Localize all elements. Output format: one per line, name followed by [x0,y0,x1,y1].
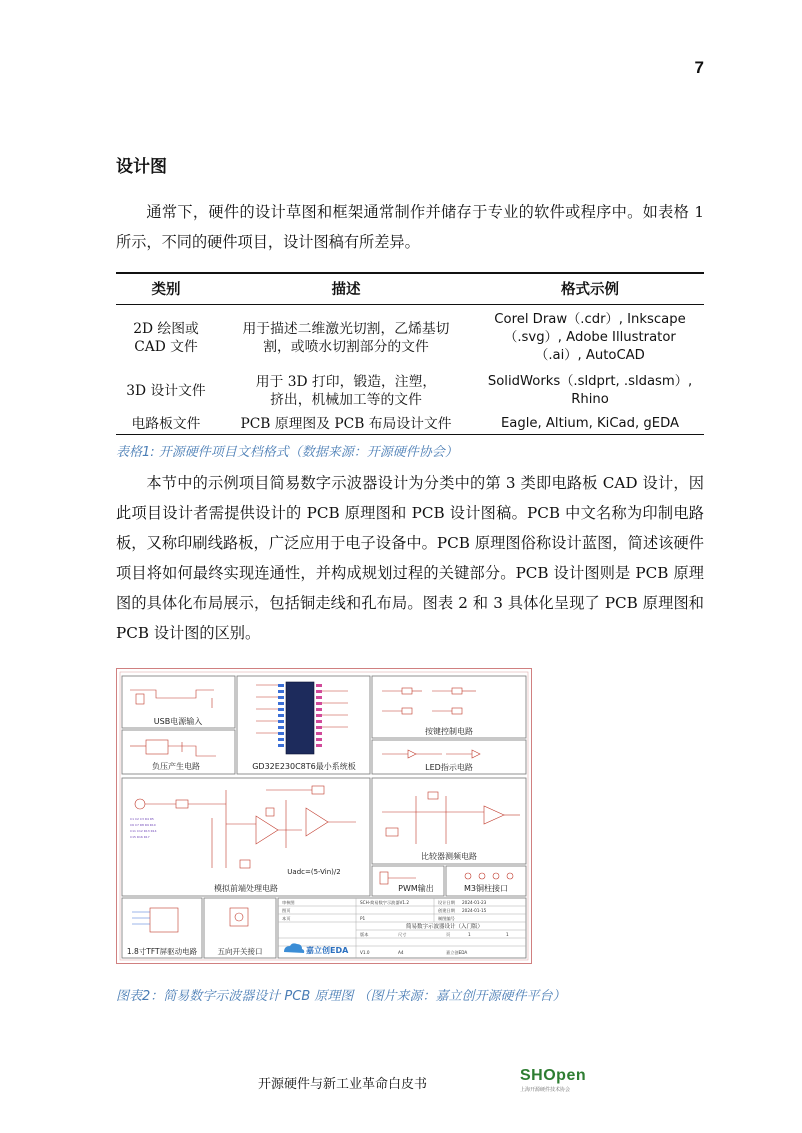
tb-date2: 2024-01-15 [462,908,487,913]
brand-text: 嘉立创EDA [306,946,349,955]
table-header-formats: 格式示例 [476,273,704,305]
footer-logo-text: SHOpen [520,1067,587,1084]
table-row [116,371,704,411]
m3-label: M3铜柱接口 [464,884,508,893]
format-table [116,272,704,435]
table-header-row [116,273,704,305]
table-row [116,411,704,435]
table-row [116,305,704,372]
table-cell-formats: Eagle, Altium, KiCad, gEDA [476,411,704,435]
page-number: 7 [694,58,704,77]
tb-small-label: 设计日期 [438,900,455,905]
table-cell-category: 2D 绘图或 CAD 文件 [133,321,199,355]
table-cell-category: 电路板文件 [116,411,216,435]
table-cell-formats: SolidWorks（.sldprt, .sldasm）, Rhino [487,374,693,407]
tft-label: 1.8寸TFT屏驱动电路 [126,947,198,956]
table-caption: 表格1: 开源硬件项目文档格式（数据来源：开源硬件协会） [116,445,458,460]
neg-label: 负压产生电路 [152,762,200,771]
switch-label: 五向开关接口 [217,947,263,956]
tb-small-label: 页 [446,932,451,937]
led-label: LED指示电路 [425,763,473,772]
intro-text: 通常下，硬件的设计草图和框架通常制作并储存于专业的软件或程序中。如表格 1 所示，不同的硬件项目，设计图稿有所差异。 [116,203,704,251]
tb-sheet-title: SCH-简易数字示波器V1.2 [360,900,410,905]
svg-text:C6 C7 R8 R9 R10: C6 C7 R8 R9 R10 [130,823,156,827]
tb-small-label: 尺寸 [398,932,407,937]
tb-small-label: 本页 [282,916,291,921]
formula-label: Uadc=(5-Vin)/2 [287,868,341,876]
tb-small-label: 版本 [360,932,369,937]
tb-date1: 2024-01-23 [462,900,487,905]
body-paragraph [116,468,704,648]
tb-small-label: 审核图 [282,900,295,905]
tb-sheet: P1 [360,916,366,921]
table-cell-description: 用于描述二维激光切割，乙烯基切割，或喷水切割部分的文件 [242,321,450,355]
analog-label: 模拟前端处理电路 [214,884,278,893]
schematic-image [116,668,532,964]
table-header-category: 类别 [116,273,216,305]
table-cell-formats: Corel Draw（.cdr）, Inkscape（.svg）, Adobe Illustrator（.ai）, AutoCAD [494,312,686,363]
figure-caption: 图表2：简易数字示波器设计 PCB 原理图 （图片来源：嘉立创开源硬件平台） [116,989,566,1004]
section-title: 设计图 [116,157,167,177]
tb-version: V1.0 [360,950,370,955]
tb-small-label: 图页 [282,908,291,913]
footer-logo-subtitle: 上海开源硬件技术协会 [520,1087,571,1093]
intro-paragraph [116,197,704,257]
pwm-label: PWM输出 [398,884,434,893]
comp-label: 比较器测频电路 [421,852,477,861]
table-cell-category: 3D 设计文件 [126,383,206,399]
tb-size: A4 [398,950,404,955]
usb-label: USB电源输入 [153,717,203,726]
footer-title: 开源硬件与新工业革命白皮书 [258,1077,428,1092]
tb-small-label: 制图编号 [438,916,455,921]
svg-text:C1 C2 C3 R4 R5: C1 C2 C3 R4 R5 [130,817,154,821]
table-cell-description: PCB 原理图及 PCB 布局设计文件 [216,411,476,435]
table-header-description: 描述 [216,273,476,305]
footer-logo [520,1067,586,1093]
tb-small-label: 1 [468,932,471,937]
mcu-label: GD32E230C8T6最小系统板 [252,762,356,771]
table-cell-description: 用于 3D 打印，锻造，注塑，挤出，机械加工等的文件 [255,374,437,408]
tb-small-label: 1 [506,932,509,937]
svg-text:C11 C12 R13 R14: C11 C12 R13 R14 [130,829,157,833]
tb-project: 简易数字示波器设计（入门版） [406,924,484,930]
tb-small-label: 创建日期 [438,908,455,913]
body-text: 本节中的示例项目简易数字示波器设计为分类中的第 3 类即电路板 CAD 设计，因此项目设计者需提供设计的 PCB 原理图和 PCB 设计图稿。PCB 中文名称为印制电路板，又称印刷线路板，广泛应用于电子设备中。PCB 原理图俗称设计蓝图，简述该硬件项目将如何最终实现连通性，并构成规划过程的关键部分。PCB 设计图则是 PCB 原理图的具体化布局展示，包括铜走线和孔布局。图表 2 和 3 具体化呈现了 PCB 原理图和 PCB 设计图的区别。 [116,474,704,642]
tb-company: 嘉立创EDA [446,950,468,955]
key-label: 按键控制电路 [425,727,473,736]
svg-text:C15 R16 R17: C15 R16 R17 [130,835,150,839]
